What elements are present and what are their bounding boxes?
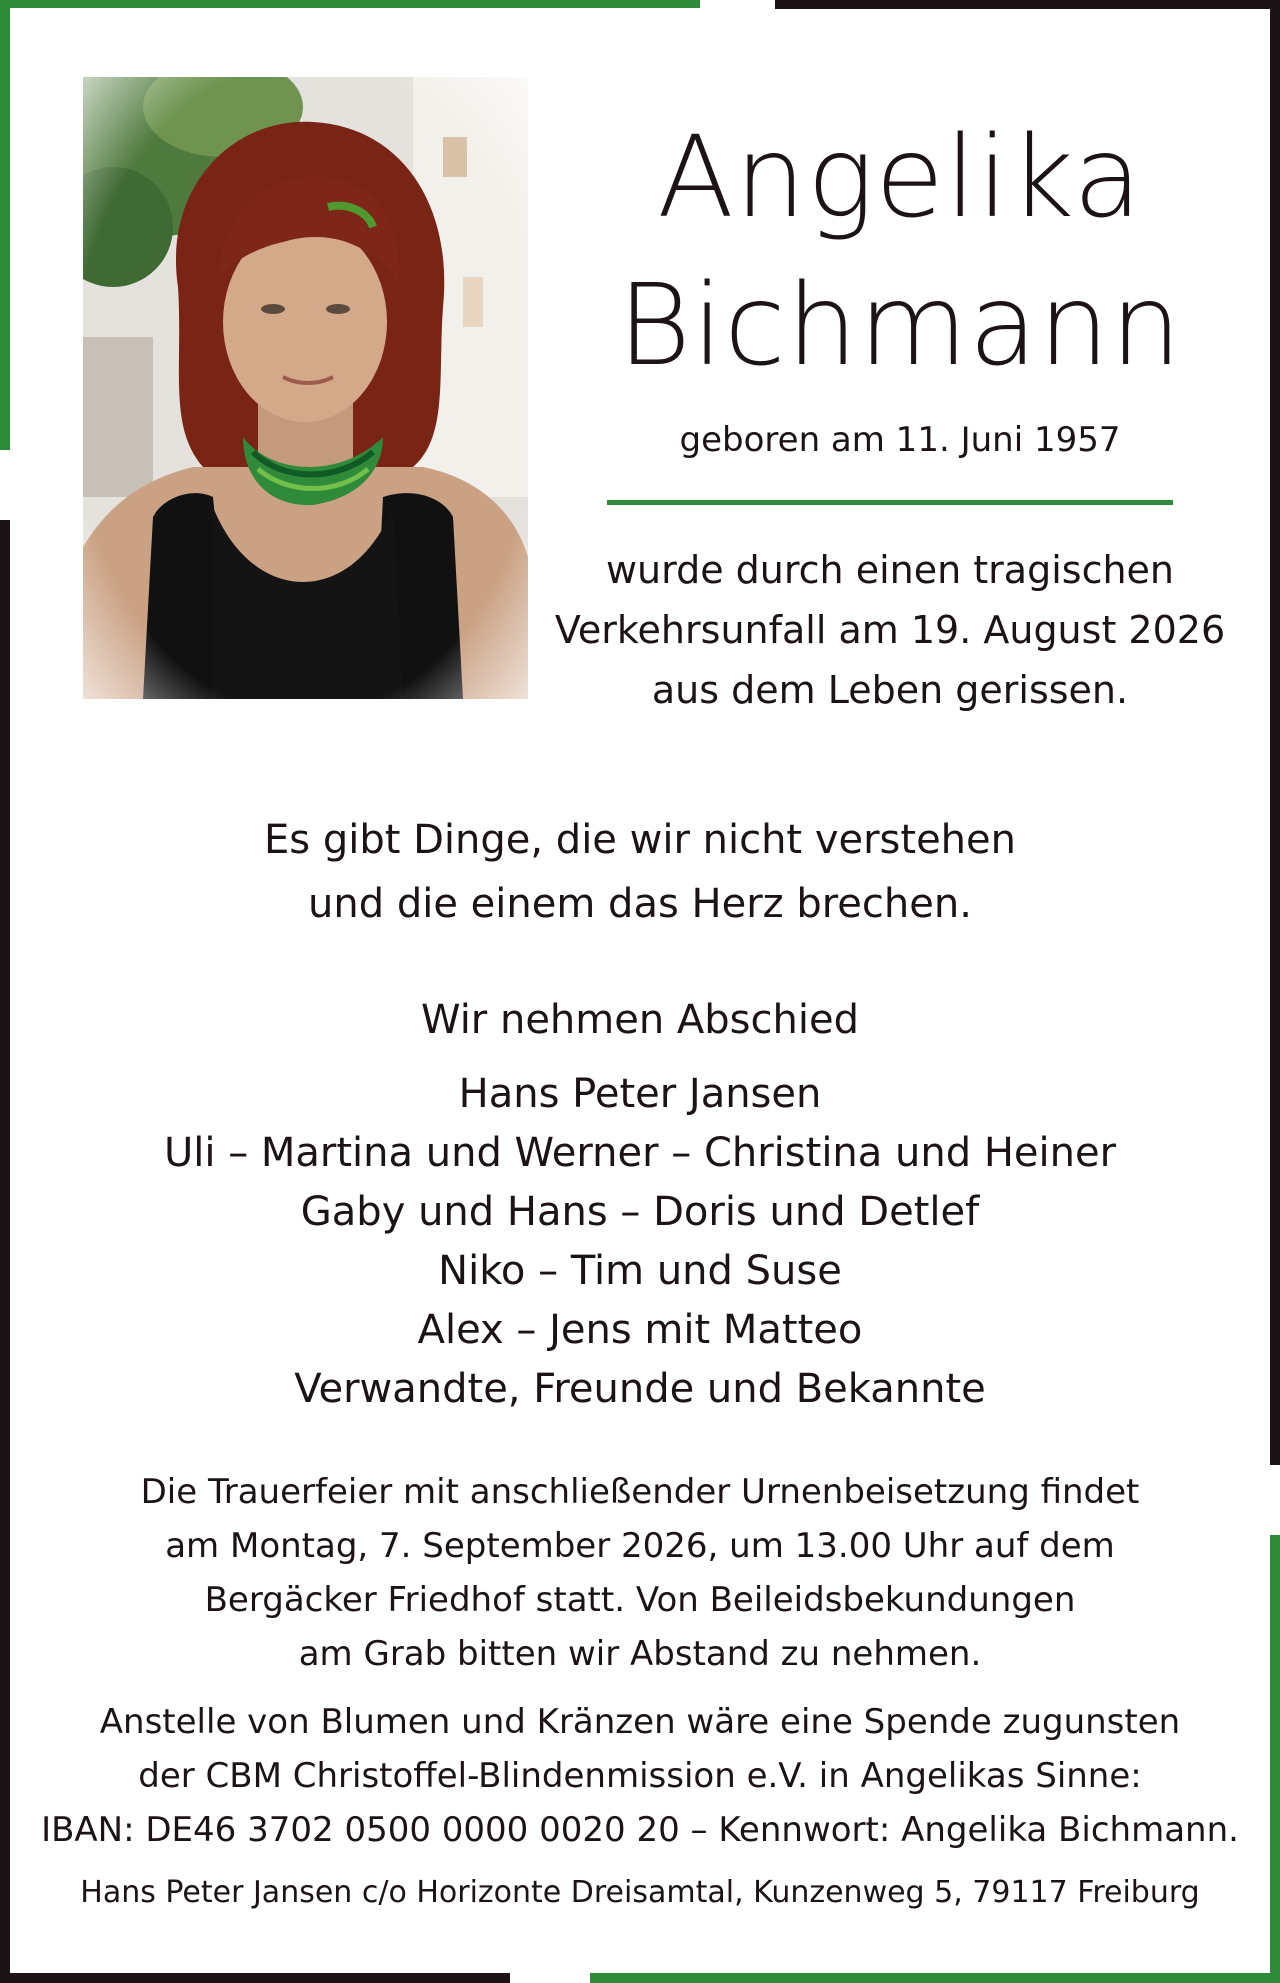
- mourner-line: Niko – Tim und Suse: [438, 1248, 842, 1294]
- mourner-line: Uli – Martina und Werner – Christina und Heiner: [163, 1130, 1117, 1176]
- quote-line: und die einem das Herz brechen.: [308, 881, 972, 927]
- quote: [20, 808, 1260, 936]
- mourner-line: Alex – Jens mit Matteo: [417, 1307, 863, 1353]
- birth-date: geboren am 11. Juni 1957: [679, 420, 1121, 460]
- mourner-line: Gaby und Hans – Doris und Detlef: [300, 1189, 980, 1235]
- ceremony-line: Die Trauerfeier mit anschließender Urnenbeisetzung findet: [140, 1472, 1140, 1512]
- farewell-title: Wir nehmen Abschied: [421, 997, 859, 1043]
- accident-line: aus dem Leben gerissen.: [651, 668, 1129, 712]
- ceremony-line: am Grab bitten wir Abstand zu nehmen.: [298, 1634, 982, 1674]
- frame-right-dark-bar: [1270, 0, 1280, 1465]
- green-divider: [607, 500, 1173, 505]
- ceremony-line: am Montag, 7. September 2026, um 13.00 Uhr auf dem: [165, 1526, 1115, 1566]
- quote-line: Es gibt Dinge, die wir nicht verstehen: [263, 817, 1016, 863]
- mourner-line: Hans Peter Jansen: [458, 1071, 822, 1117]
- ceremony-info: [20, 1465, 1260, 1681]
- frame-left-green-bar: [0, 0, 10, 450]
- portrait-photo-illustration: [83, 77, 528, 699]
- frame-bottom-left-dark-bar: [0, 1973, 510, 1983]
- donation-line: Anstelle von Blumen und Kränzen wäre eine Spende zugunsten: [99, 1702, 1181, 1742]
- accident-text: [540, 540, 1240, 720]
- frame-bottom-right-green-bar: [590, 1973, 1280, 1983]
- deceased-last-name: Bichmann: [617, 261, 1183, 391]
- frame-right-green-bar: [1270, 1535, 1280, 1983]
- frame-left-dark-bar: [0, 520, 10, 1983]
- accident-line: Verkehrsunfall am 19. August 2026: [554, 608, 1226, 652]
- ceremony-line: Bergäcker Friedhof statt. Von Beileidsbekundungen: [204, 1580, 1076, 1620]
- donation-line: IBAN: DE46 3702 0500 0000 0020 20 – Kennwort: Angelika Bichmann.: [41, 1810, 1239, 1850]
- mourner-line: Verwandte, Freunde und Bekannte: [294, 1366, 986, 1412]
- portrait-photo: [83, 77, 528, 699]
- frame-top-left-green-bar: [0, 0, 700, 8]
- donation-info: [20, 1695, 1260, 1857]
- mourners-list: [20, 1065, 1260, 1419]
- deceased-first-name: Angelika: [657, 113, 1143, 243]
- donation-line: der CBM Christoffel-Blindenmission e.V. in Angelikas Sinne:: [138, 1756, 1142, 1796]
- accident-line: wurde durch einen tragischen: [605, 548, 1175, 592]
- frame-top-right-dark-bar: [775, 0, 1280, 9]
- contact-address: Hans Peter Jansen c/o Horizonte Dreisamtal, Kunzenweg 5, 79117 Freiburg: [80, 1875, 1200, 1910]
